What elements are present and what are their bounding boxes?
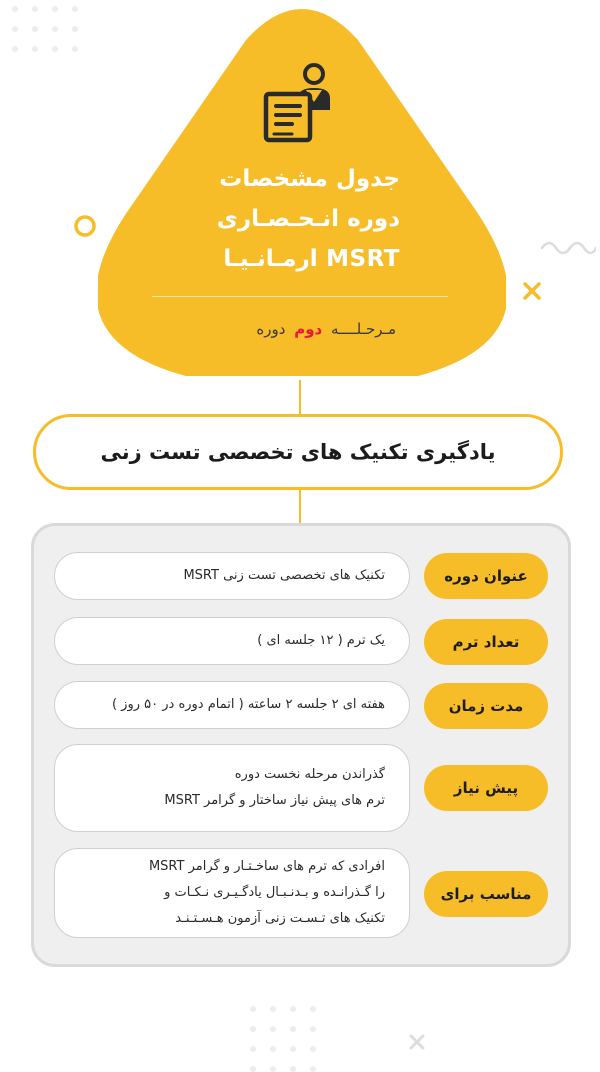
row-value-line: تکنیک های تـسـت زنی آزمون هـسـتـنـد <box>175 911 385 926</box>
course-title-pill <box>33 414 563 490</box>
hero-title-line-1: جدول مشخصات <box>219 166 400 192</box>
decorative-wave-icon <box>540 236 596 254</box>
row-label-term-count: تعداد ترم <box>424 619 548 665</box>
row-value-line: هفته ای ۲ جلسه ۲ ساعته ( اتمام دوره در ۵۰ روز ) <box>111 697 385 712</box>
row-label-suitable-for: مناسب برای <box>424 871 548 917</box>
row-value-prerequisite <box>54 744 410 832</box>
decorative-dots-top <box>12 6 78 52</box>
hero-divider <box>152 296 448 297</box>
stage-label <box>150 320 396 338</box>
decorative-ring-icon <box>70 211 100 241</box>
decorative-dots-bottom <box>250 1006 316 1072</box>
row-value-line: افرادی که ترم های ساخـتـار و گرامر MSRT <box>148 859 385 874</box>
hero-title-line-2: دوره انـحـصـاری <box>216 206 400 232</box>
course-title: یادگیری تکنیک های تخصصی تست زنی <box>100 440 496 464</box>
document-user-icon <box>262 62 346 144</box>
row-label-course-title: عنوان دوره <box>424 553 548 599</box>
row-value-course-title <box>54 552 410 600</box>
row-value-suitable-for <box>54 848 410 938</box>
row-label-duration: مدت زمان <box>424 683 548 729</box>
row-label-prerequisite: پیش نیاز <box>424 765 548 811</box>
decorative-cross-icon <box>519 278 545 304</box>
hero-title-line-3: MSRT ارمـانـیـا <box>223 246 400 272</box>
stage-suffix: دوره <box>256 320 286 338</box>
row-value-term-count <box>54 617 410 665</box>
row-value-line: ترم های پیش نیاز ساختار و گرامر MSRT <box>164 793 385 808</box>
connector-line-top <box>299 380 301 416</box>
row-value-line: گذراندن مرحله نخست دوره <box>234 767 385 782</box>
stage-highlight: دوم <box>294 320 323 338</box>
decorative-cross-gray-icon <box>405 1030 429 1054</box>
row-value-duration <box>54 681 410 729</box>
stage-prefix: مـرحـلــــه <box>331 320 396 338</box>
row-value-line: تکنیک های تخصصی تست زنی MSRT <box>183 568 385 583</box>
row-value-line: را گـذرانـده و بـدنـبـال یادگـیـری نـکـات و <box>164 885 385 900</box>
connector-line-bottom <box>299 490 301 524</box>
row-value-line: یک ترم ( ۱۲ جلسه ای ) <box>257 633 385 648</box>
